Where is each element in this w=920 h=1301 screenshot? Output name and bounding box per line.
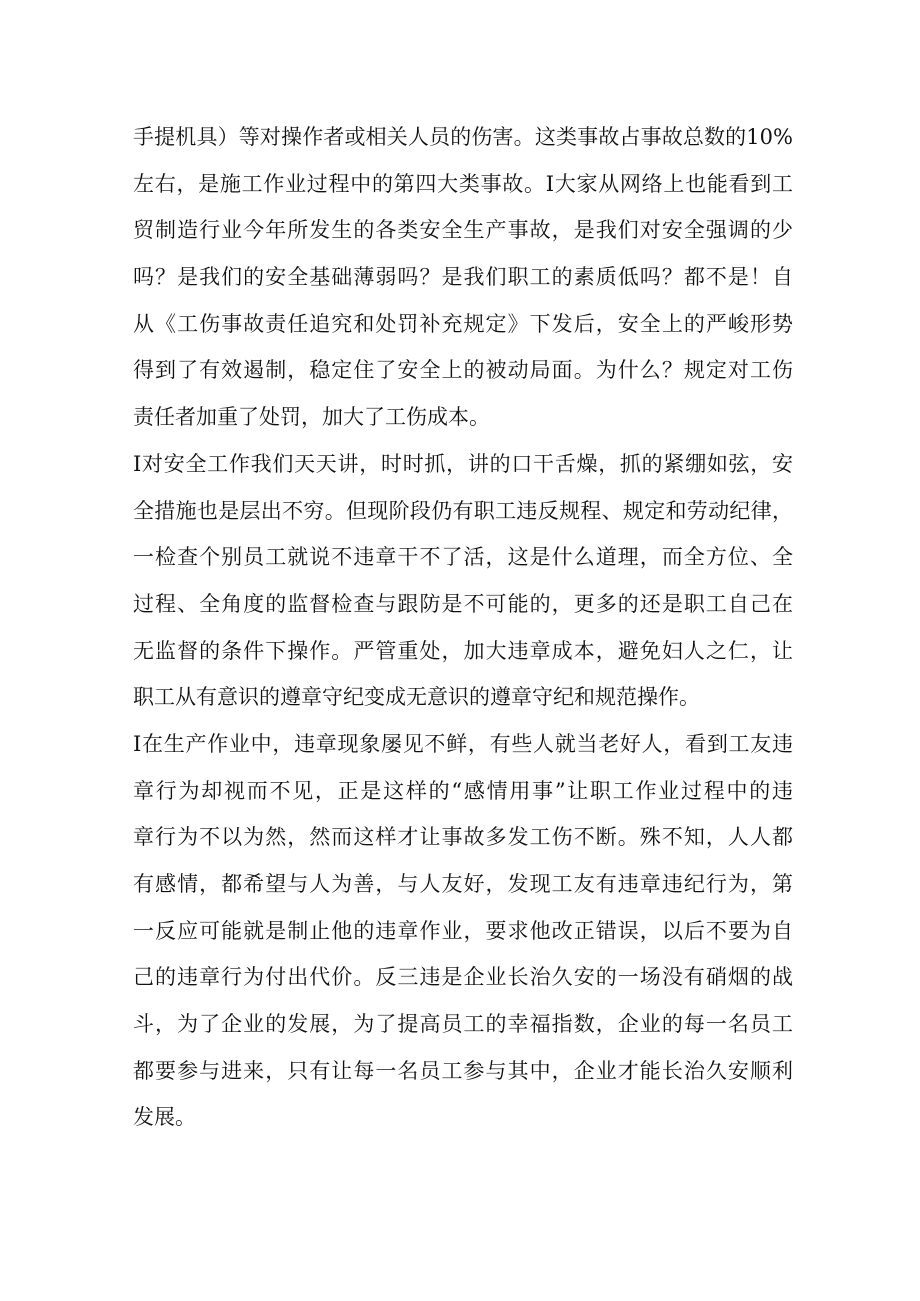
text-line: 一反应可能就是制止他的违章作业，要求他改正错误，以后不要为自 <box>133 918 793 943</box>
text-line: 都要参与进来，只有让每一名员工参与其中，企业才能长治久安顺利 <box>133 1058 793 1083</box>
text-line: 有感情，都希望与人为善，与人友好，发现工友有违章违纪行为，第 <box>133 872 793 896</box>
text-line: 手提机具）等对操作者或相关人员的伤害。这类事故占事故总数的10% <box>133 125 793 149</box>
text-line: I对安全工作我们天天讲，时时抓，讲的口干舌燥，抓的紧绷如弦，安 <box>133 451 793 476</box>
text-line: 章行为不以为然，然而这样才让事故多发工伤不断。殊不知，人人都 <box>133 825 793 850</box>
text-line: I在生产作业中，违章现象屡见不鲜，有些人就当老好人，看到工友违 <box>133 731 793 756</box>
text-line: 一检查个别员工就说不违章干不了活，这是什么道理，而全方位、全 <box>133 545 793 570</box>
text-line: 贸制造行业今年所发生的各类安全生产事故，是我们对安全强调的少 <box>133 218 793 243</box>
body-text <box>133 114 793 1141</box>
text-line: 章行为却视而不见，正是这样的“感情用事”让职工作业过程中的违 <box>133 778 793 803</box>
text-line: 从《工伤事故责任追究和处罚补充规定》下发后，安全上的严峻形势 <box>133 311 793 336</box>
text-line: 己的违章行为付出代价。反三违是企业长治久安的一场没有硝烟的战 <box>133 965 793 990</box>
text-line: 斗，为了企业的发展，为了提高员工的幸福指数，企业的每一名员工 <box>133 1012 793 1037</box>
text-line: 吗？是我们的安全基础薄弱吗？是我们职工的素质低吗？都不是！自 <box>133 265 793 290</box>
text-line: 无监督的条件下操作。严管重处，加大违章成本，避免妇人之仁，让 <box>133 638 793 663</box>
text-line: 全措施也是层出不穷。但现阶段仍有职工违反规程、规定和劳动纪律， <box>133 498 793 523</box>
text-line: 过程、全角度的监督检查与跟防是不可能的，更多的还是职工自己在 <box>133 591 793 616</box>
text-line: 左右，是施工作业过程中的第四大类事故。I大家从网络上也能看到工 <box>133 171 793 196</box>
text-line: 职工从有意识的遵章守纪变成无意识的遵章守纪和规范操作。 <box>133 685 700 710</box>
text-line: 得到了有效遏制，稳定住了安全上的被动局面。为什么？规定对工伤 <box>133 358 793 383</box>
text-line: 责任者加重了处罚，加大了工伤成本。 <box>133 405 490 430</box>
text-line: 发展。 <box>133 1105 196 1130</box>
